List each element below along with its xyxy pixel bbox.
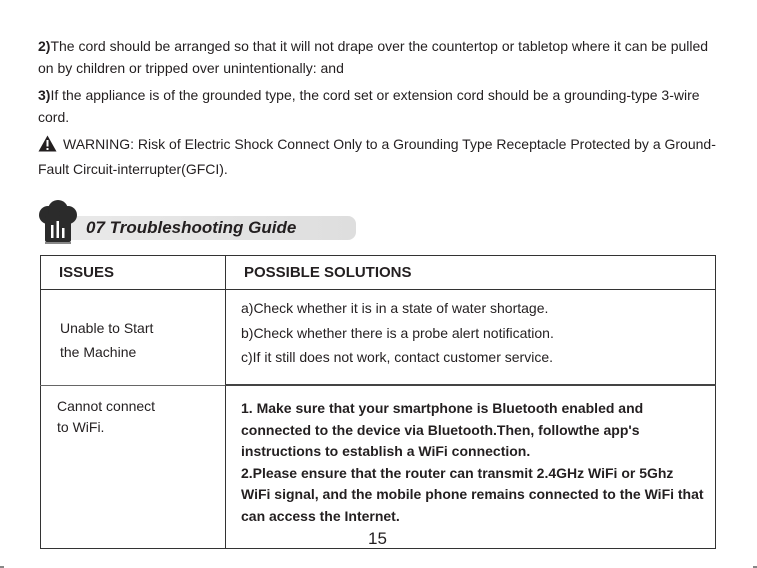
grounded-type-paragraph [38,84,718,128]
issues-header: ISSUES [41,256,226,290]
warning-triangle-icon [38,135,57,158]
solution-line: b)Check whether there is a probe alert notification. [241,324,554,341]
cord-arrangement-paragraph [38,35,718,79]
warning-label: WARNING [63,136,131,152]
issue-cell [41,385,226,549]
solution-line: instructions to establish a WiFi connection. [241,443,531,459]
warning-paragraph [38,133,718,180]
issue-line: the Machine [60,344,137,360]
warning-text: : Risk of Electric Shock Connect Only to a Grounding Type Receptacle Protected by a Ground-Fault Circuit-interrupter(GFCI). [38,136,716,177]
paragraph-text: If the appliance is of the grounded type, the cord set or extension cord should be a grounding-type 3-wire cord. [38,87,700,125]
section-title: 07 Troubleshooting Guide [86,218,297,237]
troubleshooting-table [40,255,716,549]
solution-line: a)Check whether it is in a state of water shortage. [241,300,549,316]
issue-line: Cannot connect [57,397,156,414]
section-header [38,200,328,246]
table-row [41,290,716,386]
solution-line: 2.Please ensure that the router can transmit 2.4GHz WiFi or 5Ghz [241,464,674,481]
issue-line: to WiFi. [57,418,105,435]
solution-line: 1. Make sure that your smartphone is Bluetooth enabled and [241,400,644,416]
solution-line: WiFi signal, and the mobile phone remains connected to the WiFi that [241,486,704,502]
solution-line: connected to the device via Bluetooth.Then, followthe app's [241,421,640,438]
issue-cell [41,290,226,386]
table-row [41,385,716,549]
chef-hat-icon [38,200,78,244]
solution-cell [226,385,716,549]
item-number: 2) [38,38,51,54]
page-number: 15 [368,529,387,548]
solution-line: c)If it still does not work, contact customer service. [241,349,553,365]
item-number: 3) [38,87,51,103]
issue-line: Unable to Start [60,320,154,336]
solution-cell [226,290,716,386]
table-header-row [41,256,716,290]
paragraph-text: The cord should be arranged so that it will not drape over the countertop or tabletop where it can be pulled on by children or tripped over unintentionally: and [38,38,709,76]
solutions-header: POSSIBLE SOLUTIONS [226,256,716,290]
solution-line: can access the Internet. [241,507,400,524]
